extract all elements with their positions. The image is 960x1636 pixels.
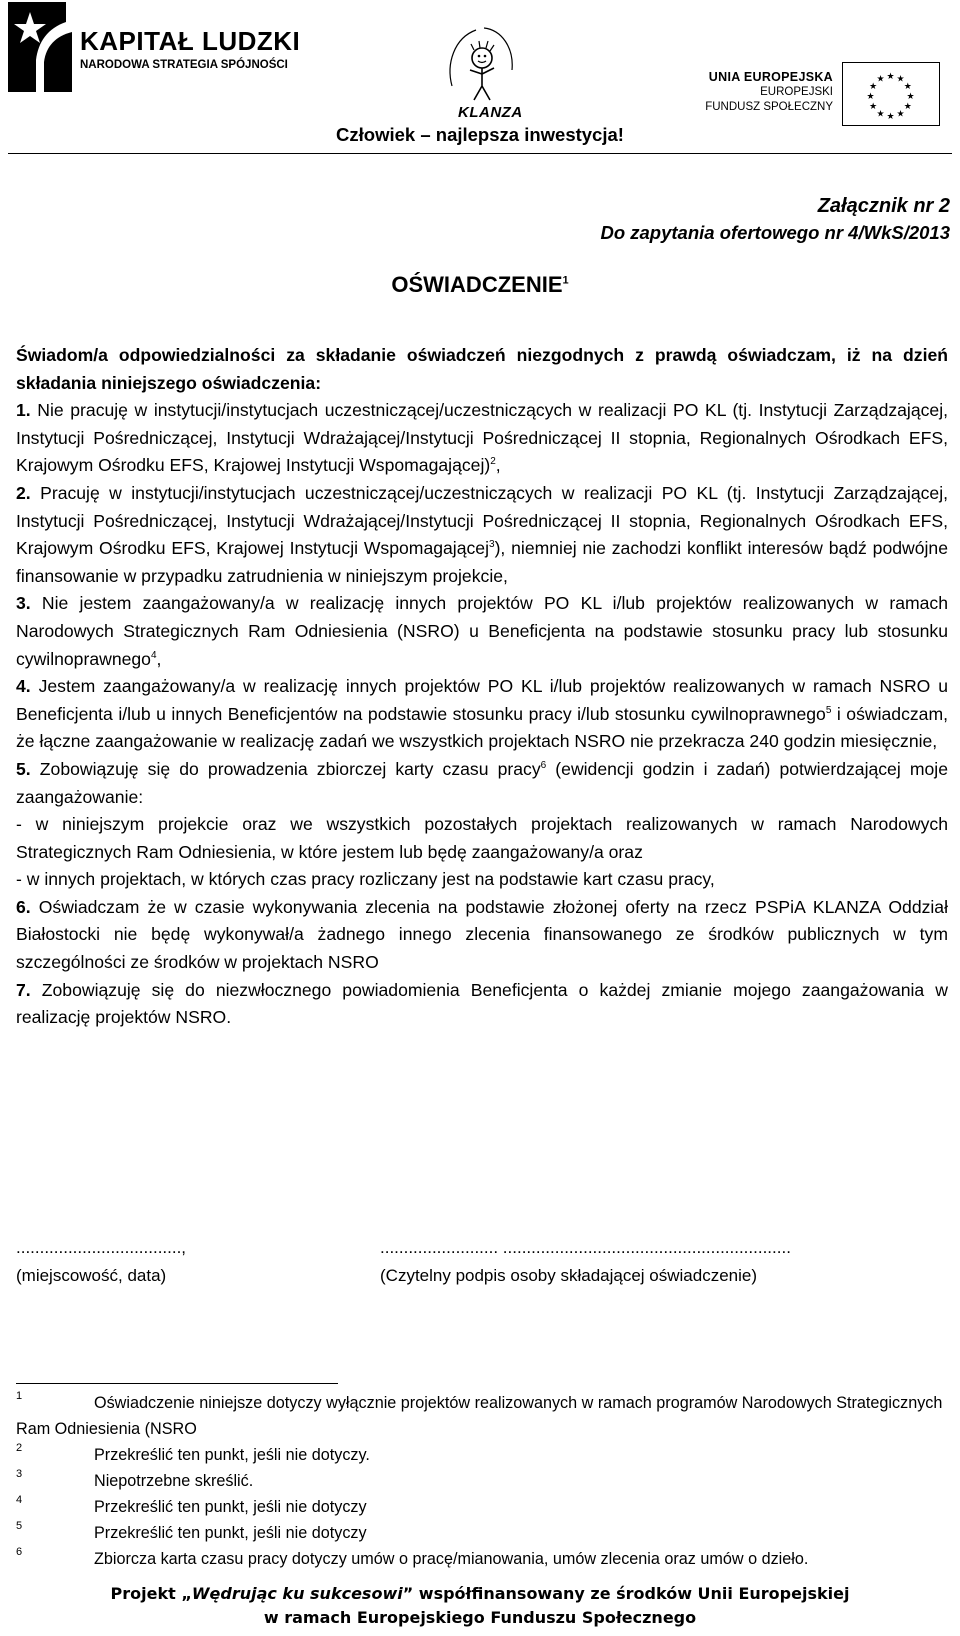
footnote-ref-1: 1 [562,274,569,287]
footnote-divider [16,1383,338,1384]
declaration-item-1: 1. Nie pracuję w instytucji/instytucjach uczestniczącej/uczestniczących w realizacji PO KL (tj. Instytucji Zarządzającej, Instytucji Pośredniczącej, Instytucji Wdrażającej/Instytucji Pośredniczącej II stopnia, Regionalnych Ośrodkach EFS, Krajowym Ośrodku EFS, Krajowej Instytucji Wspomagającej)$^2$, [16,400,949,476]
motto: Człowiek – najlepsza inwestycja! [336,124,624,145]
svg-text:★: ★ [886,112,895,122]
eu-logo-text [705,70,833,115]
kapital-ludzki-flag-icon [8,2,72,92]
footer-line-2: w ramach Europejskiego Funduszu Społecznego [263,1608,697,1627]
footer-line-1: Projekt „Wędrując ku sukcesowi” współfinansowany ze środków Unii Europejskiej [110,1584,850,1603]
annex-inquiry-ref: Do zapytania ofertowego nr 4/WkS/2013 [600,222,950,243]
svg-text:★: ★ [869,102,878,112]
declaration-item-7: 7. Zobowiązuję się do niezwłocznego powiadomienia Beneficjenta o każdej zmianie mojego zaangażowania w realizację projektów NSRO. [16,979,948,1028]
svg-text:★: ★ [903,102,912,112]
declaration-body [16,342,948,1032]
svg-text:★: ★ [896,74,905,85]
svg-text:★: ★ [886,72,895,82]
footnote-5: 5 Przekreślić ten punkt, jeśli nie dotyczy [16,1520,367,1542]
footnote-1: 1 Oświadczenie niniejsze dotyczy wyłącznie projektów realizowanych w ramach programów Narodowych Strategicznych Ram Odniesienia (NSRO [16,1390,943,1438]
document-title-text: OŚWIADCZENIE [391,272,563,297]
klanza-figure-icon [444,24,522,104]
document-title [0,272,960,298]
svg-text:★: ★ [866,92,875,102]
declaration-item-5: 5. Zobowiązuję się do prowadzenia zbiorczej karty czasu pracy$^6$ (ewidencji godzin i zadań) potwierdzającej moje zaangażowanie: [16,758,948,807]
project-footer [0,1582,960,1630]
declaration-item-4: 4. Jestem zaangażowany/a w realizację innych projektów PO KL i/lub projektów realizowanych w ramach NSRO u Beneficjenta i/lub u innych Beneficjentów na podstawie stosunku pracy i/lub stosunku cywilnoprawnego$^5$ i oświadczam, że łączne zaangażowanie w realizację zadań we wszystkich projektach NSRO nie przekracza 240 godzin miesięcznie, [16,676,948,752]
footnotes [16,1390,948,1572]
kapital-ludzki-logo [8,2,301,92]
eu-line-3: FUNDUSZ SPOŁECZNY [705,101,833,113]
annex-number: Załącznik nr 2 [817,195,950,217]
klanza-logo [444,24,522,120]
eu-flag-icon [842,62,940,126]
header-divider [8,153,952,154]
klanza-name: KLANZA [458,104,523,121]
eu-line-2: EUROPEJSKI [760,86,833,98]
declaration-intro: Świadom/a odpowiedzialności za składanie oświadczeń niezgodnych z prawdą oświadczam, iż na dzień składania niniejszego oświadczenia: [16,345,948,393]
annex-label [600,192,950,246]
declaration-item-2: 2. Pracuję w instytucji/instytucjach uczestniczącej/uczestniczących w realizacji PO KL (tj. Instytucji Zarządzającej, Instytucji Pośredniczącej, Instytucji Wdrażającej/Instytucji Pośredniczącej II stopnia, Regionalnych Ośrodkach EFS, Krajowym Ośrodku EFS, Krajowej Instytucji Wspomagającej$^3$), niemniej nie zachodzi konflikt interesów bądź podwójne finansowanie w przypadku zatrudnienia w niniejszym projekcie, [16,482,948,586]
svg-text:★: ★ [876,109,885,120]
svg-text:★: ★ [903,82,912,92]
place-date-label: (miejscowość, data) [16,1266,167,1285]
footnote-6: 6 Zbiorcza karta czasu pracy dotyczy umów o pracę/mianowania, umów zlecenia oraz umów o dzieło. [16,1546,809,1568]
signature-line: ......................... ............................................................. [380,1238,791,1257]
footnote-4: 4 Przekreślić ten punkt, jeśli nie dotyczy [16,1494,367,1516]
kapital-ludzki-subtitle: NARODOWA STRATEGIA SPÓJNOŚCI [80,59,288,71]
svg-text:★: ★ [876,74,885,85]
declaration-item-3: 3. Nie jestem zaangażowany/a w realizację innych projektów PO KL i/lub projektów realizowanych w ramach Narodowych Strategicznych Ram Odniesienia (NSRO) u Beneficjenta na podstawie stosunku pracy lub stosunku cywilnoprawnego$^4$, [16,593,949,669]
footnote-2: 2 Przekreślić ten punkt, jeśli nie dotyczy. [16,1442,370,1464]
declaration-item-6: 6. Oświadczam że w czasie wykonywania zlecenia na podstawie złożonej oferty na rzecz PSPiA KLANZA Oddział Białostocki nie będę wykonywał/a żadnego innego zlecenia finansowanego ze środków publicznych w tym szczególności ze środków w projektach NSRO [16,896,948,973]
eu-line-1: UNIA EUROPEJSKA [708,70,833,84]
kapital-ludzki-title: KAPITAŁ LUDZKI [80,26,301,56]
declaration-item-5-sub-2: - w innych projektach, w których czas pracy rozliczany jest na podstawie kart czasu pracy, [16,869,715,890]
signature-label: (Czytelny podpis osoby składającej oświadczenie) [380,1266,758,1285]
declaration-item-5-sub-1: - w niniejszym projekcie oraz we wszystkich pozostałych projektach realizowanych w ramach Narodowych Strategicznych Ram Odniesienia, w które jestem lub będę zaangażowany/a oraz [16,814,948,862]
svg-text:★: ★ [896,109,905,120]
svg-text:★: ★ [869,82,878,92]
svg-text:★: ★ [906,92,915,102]
footnote-3: 3 Niepotrzebne skreślić. [16,1468,254,1490]
place-date-line: ..................................., [16,1238,187,1257]
